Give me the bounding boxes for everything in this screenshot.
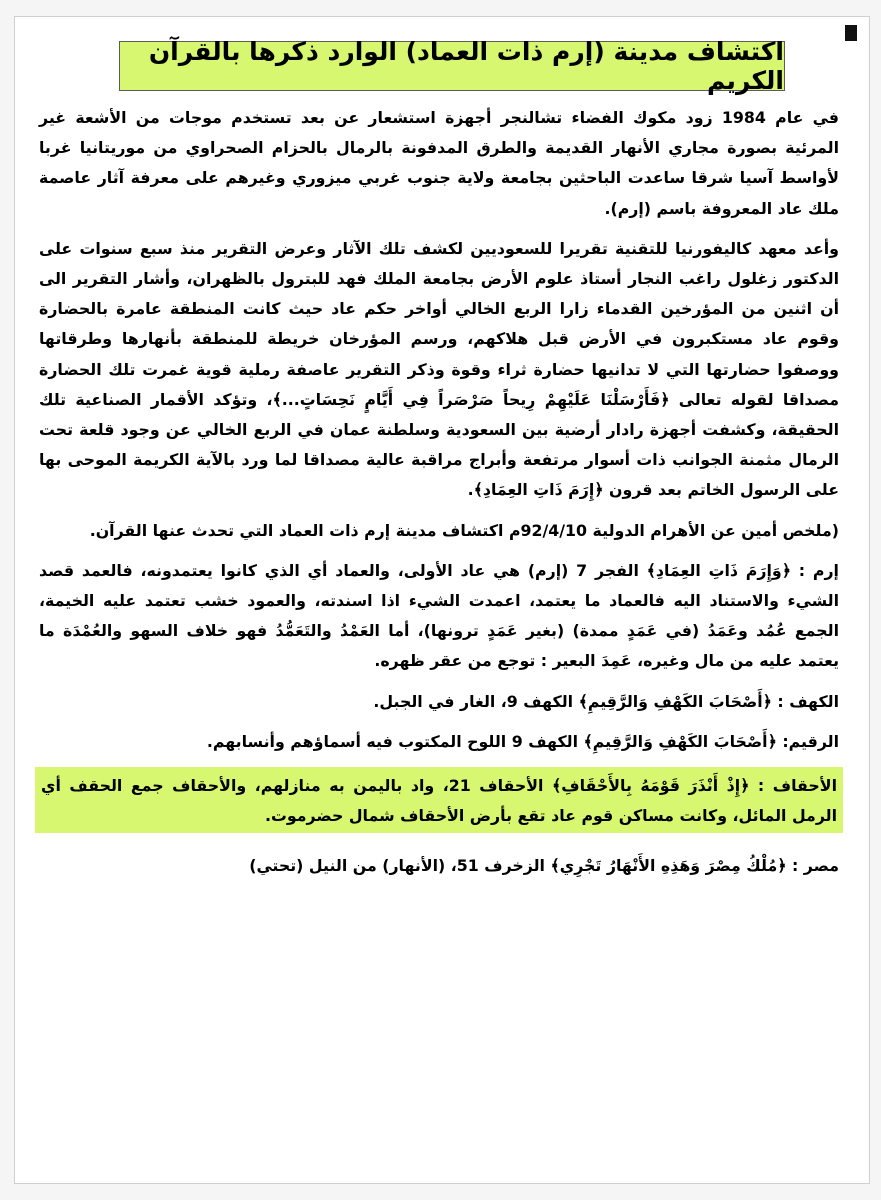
definition-misr: مصر : ﴿مُلْكُ مِصْرَ وَهَذِهِ الأَنْهَارُ تَجْرِي﴾ الزخرف 51، (الأنهار) من النيل (تحتي) <box>249 856 839 876</box>
paragraph-report: وأعد معهد كاليفورنيا للتقنية تقريرا للسعوديين لكشف تلك الآثار وعرض التقرير منذ سبع سنوات على الدكتور زغلول راغب النجار أستاذ علوم الأرض بجامعة الملك فهد للبترول بالظهران، وأشار التقرير الى أن اثنين من المؤرخين القدماء زارا الربع الخالي أواخر حكم عاد حيث كانت المنطقة عامرة بالحضارة وقوم عاد مستكبرون في الأرض قبل هلاكهم، ورسم المؤرخان خريطة للمنطقة بأنهارها وطرقاتها ووصفوا حضارتها التي لا تدانيها حضارة ثراء وقوة وذكر التقرير عاصفة رملية قوية غمرت تلك الحضارة مصداقا لقوله تعالى ﴿فَأَرْسَلْنَا عَلَيْهِمْ رِيحاً صَرْصَراً فِي أَيَّامٍ نَحِسَاتٍ...﴾، وتؤكد الأقمار الصناعية تلك الحقيقة، وكشفت أجهزة رادار أرضية بين السعودية وسلطنة عمان في الربع الخالي عن وجود قلعة تحت الرمال مثمنة الجوانب ذات أسوار مرتفعة وأبراج مراقبة عالية مصداقا لما ورد بالآية الكريمة الموحى بها على الرسول الخاتم بعد قرون ﴿إِرَمَ ذَاتِ العِمَادِ﴾. <box>39 238 839 500</box>
definition-kahf: الكهف : ﴿أَصْحَابَ الكَهْفِ وَالرَّقِيمِ﴾ الكهف 9، الغار في الجبل. <box>373 691 839 711</box>
page-title: اكتشاف مدينة (إرم ذات العماد) الوارد ذكرها بالقرآن الكريم <box>119 41 785 91</box>
corner-mark <box>845 25 857 41</box>
definition-ahqaf-highlighted: الأحقاف : ﴿إِذْ أَنْذَرَ قَوْمَهُ بِالأَحْقَافِ﴾ الأحقاف 21، واد باليمن به منازلهم، والأحقاف جمع الحقف أي الرمل المائل، وكانت مساكن قوم عاد تقع بأرض الأحقاف شمال حضرموت. <box>35 767 843 833</box>
paragraph-summary-note: (ملخص أمين عن الأهرام الدولية 92/4/10م اكتشاف مدينة إرم ذات العماد التي تحدث عنها القرآن. <box>89 520 839 540</box>
definition-iram: إرم : ﴿وَإِرَمَ ذَاتِ العِمَادِ﴾ الفجر 7 (إرم) هي عاد الأولى، والعماد أي الذي كانوا يعتمدونه، فالعمد قصد الشيء والاستناد اليه فالعماد ما يعتمد، اعمدت الشيء اذا اسندته، والعمود خشب تعتمد عليه الخيمة، الجمع عُمُد وعَمَدُ (في عَمَدٍ ممدة) (بغير عَمَدٍ ترونها)، أما العَمْدُ والتَعَمُّدُ فهو خلاف السهو والعُمْدَة ما يعتمد عليه من مال وغيره، عَمِدَ البعير : توجع من عقر ظهره. <box>39 560 839 671</box>
definition-raqim: الرقيم: ﴿أَصْحَابَ الكَهْفِ وَالرَّقِيمِ﴾ الكهف 9 اللوح المكتوب فيه أسماؤهم وأنسابهم. <box>206 731 839 751</box>
document-page <box>14 16 870 1184</box>
article-body <box>39 103 839 892</box>
paragraph-discovery: في عام 1984 زود مكوك الفضاء تشالنجر أجهزة استشعار عن بعد تستخدم موجات من الأشعة غير المرئية بصورة مجاري الأنهار القديمة والطرق المدفونة بالرمال بالحزام الصحراوي من موريتانيا غربا لأواسط آسيا شرقا ساعدت الباحثين بجامعة ولاية جنوب غربي ميزوري وغيرهم على معرفة آثار عاصمة ملك عاد المعروفة باسم (إرم). <box>39 108 839 218</box>
